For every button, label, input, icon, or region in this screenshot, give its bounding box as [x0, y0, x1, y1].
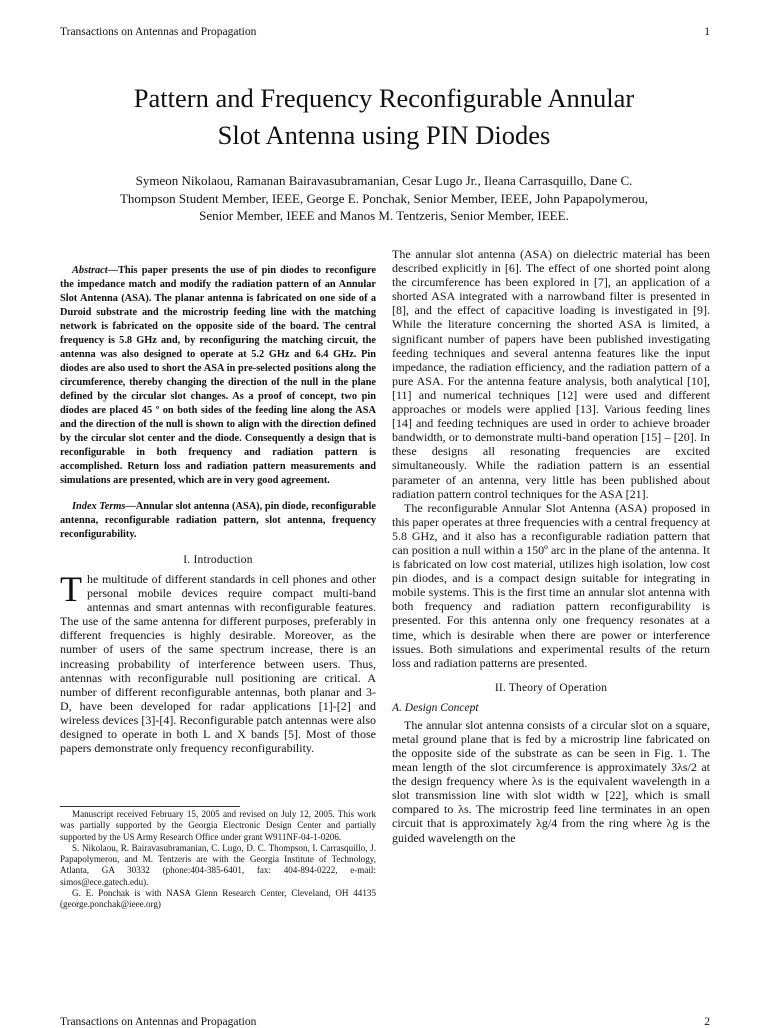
subsection-heading-design-concept: A. Design Concept	[392, 701, 479, 714]
drop-cap: T	[60, 569, 82, 609]
footnote-manuscript: Manuscript received February 15, 2005 and revised on July 12, 2005. This work was partially supported by the Georgia Electronic Design Center and partially supported by the US Army Research Office under grant W911NF-04-1-0206.	[60, 809, 376, 842]
proposed-design-paragraph: The reconfigurable Annular Slot Antenna (ASA) proposed in this paper operates at three frequencies with a central frequency at 5.8 GHz, and it also has a reconfigurable radiation pattern that can position a null within a 150º arc in the plane of the antenna. It is fabricated on low cost material, utilizes high isolation, low cost pin diodes, and is a compact design suitable for integrating in mobile systems. This is the first time an annular slot antenna with both frequency and radiation pattern reconfigurability is presented. For this antenna only one frequency resonates at a time, which is desirable when there are power or interference issues. Both simulations and experimental results of the return loss and radiation patterns are presented.	[392, 500, 710, 670]
running-header-page-number: 1	[704, 26, 710, 38]
introduction-text: he multitude of different standards in cell phones and other personal mobile devices require compact multi-band antennas and smart antennas with reconfigurable features. The use of the same antenna for different purposes, preferably in different frequencies is highly desirable. Moreover, as the number of users of the same spectrum increase, there is an increasing probability of interference between users. Thus, antennas with reconfigurable null positioning are critical. A number of different reconfigurable antennas, both planar and 3-D, have been developed for radar applications [1]-[2] and wireless devices [3]-[4]. Reconfigurable patch antennas were also designed to operate in both L and X bands [5]. Most of those papers demonstrate only frequency reconfigurability.	[60, 572, 376, 756]
author-line-1: Symeon Nikolaou, Ramanan Bairavasubramanian, Cesar Lugo Jr., Ileana Carrasquillo, Dane C.	[135, 173, 633, 188]
related-work-paragraph: The annular slot antenna (ASA) on dielectric material has been described explicitly in [6]. The effect of one shorted point along the circumference has been explored in [7], an application of a shorted ASA integrated with a narrowband filter is presented in [8], and the effect of capacitive loading is investigated in [9]. While the literature concerning the shorted ASA is limited, a significant number of papers have been published investigating feeding techniques and several antenna features like the input impedance, the radiation efficiency, and the radiation pattern of a pure ASA. For the antenna feature analysis, both analytical [10], [11] and numerical techniques [12] were used and different approaches or models were applied [13]. Various feeding lines [14] and feeding techniques are used in order to achieve broader bandwidth, or to demonstrate multi-band operation [15] – [20]. In these designs all resonating frequencies are excited simultaneously. While the radiation pattern is an essential parameter of an antenna, very little has been published about radiation pattern control techniques for the ASA [21].	[392, 247, 710, 501]
abstract-text: —This paper presents the use of pin diodes to reconfigure the impedance match and modify the radiation pattern of an Annular Slot Antenna (ASA). The planar antenna is fabricated on one side of a Duroid substrate and the microstrip feeding line with the matching network is fabricated on the opposite side of the board. The central frequency is 5.8 GHz and, by reconfiguring the matching circuit, the antenna was also designed to operate at 5.2 GHz and 6.4 GHz. Pin diodes are also used to short the ASA in pre-selected positions along the circumference, thereby changing the direction of the null in the plane defined by the circular slot changes. As a proof of concept, two pin diodes are placed 45 º on both sides of the feeding line along the ASA and the direction of the null is shown to align with the direction defined by the circular slot center and the diode. Consequently a design that is reconfigurable in both frequency and radiation pattern is accomplished. Return loss and radiation pattern measurements and simulations are presented, which are in very good agreement.	[60, 265, 376, 486]
title-line-1: Pattern and Frequency Reconfigurable Annular	[133, 83, 635, 113]
running-header-journal: Transactions on Antennas and Propagation	[60, 26, 257, 38]
title-line-2: Slot Antenna using PIN Diodes	[217, 120, 551, 150]
abstract	[60, 264, 376, 488]
paper-title	[60, 80, 708, 154]
running-footer-journal: Transactions on Antennas and Propagation	[60, 1016, 257, 1028]
footnote-affiliation-nasa: G. E. Ponchak is with NASA Glenn Research Center, Cleveland, OH 44135 (george.ponchak@ieee.org)	[60, 888, 376, 910]
section-heading-theory: II. Theory of Operation	[494, 681, 608, 694]
author-list	[80, 172, 688, 225]
right-column	[392, 247, 710, 845]
abstract-lead: Abstract	[72, 265, 108, 276]
introduction-paragraph	[60, 569, 376, 756]
footnote-affiliation-gatech: S. Nikolaou, R. Bairavasubramanian, C. Lugo, D. C. Thompson, I. Carrasquillo, J. Papapolymerou, and M. Tentzeris are with the Georgia Institute of Technology, Atlanta, GA 30332 (phone:404-385-6401, fax: 404-894-0222, e-mail: simos@ece.gatech.edu).	[60, 842, 376, 887]
running-footer-page-number: 2	[704, 1016, 710, 1028]
section-heading-introduction: I. Introduction	[183, 554, 253, 566]
index-terms-text: —Annular slot antenna (ASA), pin diode, reconfigurable antenna, reconfigurable radiation pattern, slot antenna, frequency reconfigurability.	[60, 501, 376, 540]
index-terms	[60, 500, 376, 542]
footnotes	[60, 806, 376, 911]
design-concept-paragraph: The annular slot antenna consists of a circular slot on a square, metal ground plane that is fed by a microstrip line fabricated on the opposite side of the substrate as can be seen in Fig. 1. The mean length of the slot circumference is approximately 3λs/2 at the design frequency where λs is the equivalent wavelength in a slot transmission line with slot width w [22], which is small compared to λs. The microstrip feed line terminates in an open circuit that is approximately λg/4 from the ring where λg is the guided wavelength on the	[392, 717, 710, 845]
left-column	[60, 264, 376, 755]
author-line-2: Thompson Student Member, IEEE, George E. Ponchak, Senior Member, IEEE, John Papapolymerou,	[119, 190, 648, 206]
author-line-3: Senior Member, IEEE and Manos M. Tentzeris, Senior Member, IEEE.	[199, 208, 569, 223]
index-terms-lead: Index Terms	[72, 501, 126, 512]
